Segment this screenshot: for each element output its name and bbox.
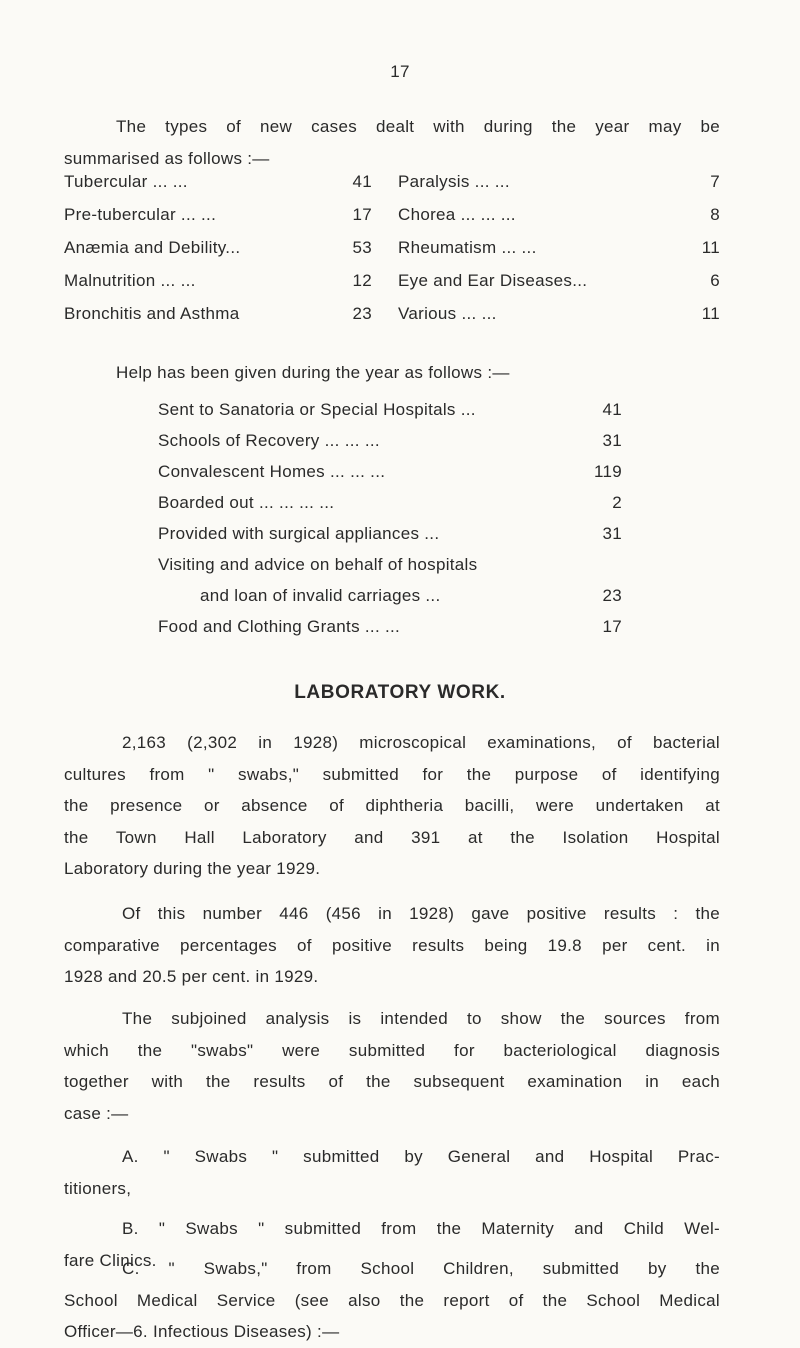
case-value: 6: [710, 271, 720, 290]
help-intro: Help has been given during the year as follows :—: [116, 363, 510, 382]
help-value: 2: [612, 493, 622, 512]
case-value: 8: [710, 205, 720, 224]
help-label: and loan of invalid carriages ...: [200, 586, 441, 605]
case-label: Chorea ... ... ...: [398, 205, 516, 224]
case-label: Malnutrition ... ...: [64, 271, 196, 290]
case-value: 17: [352, 205, 372, 224]
help-value: 119: [593, 462, 622, 481]
intro-paragraph: [64, 111, 720, 174]
case-label: Eye and Ear Diseases...: [398, 271, 588, 290]
case-value: 7: [710, 172, 720, 191]
paragraph-line: A. " Swabs " submitted by General and Hospital Prac-: [122, 1147, 720, 1166]
help-label: Sent to Sanatoria or Special Hospitals ...: [158, 400, 476, 419]
lab-paragraph-1: [64, 727, 720, 885]
paragraph-line: Of this number 446 (456 in 1928) gave positive results : the: [122, 904, 720, 923]
help-value: 17: [602, 617, 622, 636]
paragraph-line: titioners,: [64, 1178, 132, 1198]
lab-paragraph-2: [64, 898, 720, 993]
help-label: Visiting and advice on behalf of hospitals: [158, 555, 478, 574]
paragraph-line: the presence or absence of diphtheria bacilli, were undertaken at: [64, 796, 720, 815]
paragraph-line: fare Clinics.: [64, 1250, 157, 1270]
lab-paragraph-3: [64, 1003, 720, 1129]
help-label: Schools of Recovery ... ... ...: [158, 431, 380, 450]
paragraph-line: comparative percentages of positive results being 19.8 per cent. in: [64, 935, 720, 955]
help-label: Provided with surgical appliances ...: [158, 524, 440, 543]
case-label: Pre-tubercular ... ...: [64, 205, 217, 224]
case-label: Bronchitis and Asthma: [64, 304, 240, 323]
paragraph-line: B. " Swabs " submitted from the Maternity and Child Wel-: [122, 1219, 720, 1238]
case-label: Various ... ...: [398, 304, 497, 323]
help-label: Food and Clothing Grants ... ...: [158, 617, 401, 636]
case-label: Tubercular ... ...: [64, 172, 188, 191]
paragraph-line: Laboratory during the year 1929.: [64, 859, 321, 878]
help-value: 31: [602, 431, 622, 450]
help-value: 31: [602, 524, 622, 543]
paragraph-line: 1928 and 20.5 per cent. in 1929.: [64, 967, 319, 986]
case-value: 11: [701, 304, 720, 323]
case-label: Paralysis ... ...: [398, 172, 510, 191]
help-label: Convalescent Homes ... ... ...: [158, 462, 386, 481]
paragraph-line: case :—: [64, 1103, 129, 1123]
paragraph-line: Officer—6. Infectious Diseases) :—: [64, 1322, 340, 1341]
paragraph-line: School Medical Service (see also the report of the School Medical: [64, 1290, 720, 1310]
case-value: 53: [352, 238, 372, 257]
intro-line: The types of new cases dealt with during the year may be: [116, 117, 720, 136]
help-label: Boarded out ... ... ... ...: [158, 493, 335, 512]
paragraph-line: C. " Swabs," from School Children, submitted by the: [122, 1259, 720, 1278]
case-label: Rheumatism ... ...: [398, 238, 537, 257]
help-value: 41: [602, 400, 622, 419]
paragraph-line: the Town Hall Laboratory and 391 at the Isolation Hospital: [64, 827, 720, 847]
paragraph-line: 2,163 (2,302 in 1928) microscopical examinations, of bacterial: [122, 733, 720, 752]
intro-line: summarised as follows :—: [64, 148, 270, 168]
lab-paragraph-a: [64, 1141, 720, 1204]
paragraph-line: which the "swabs" were submitted for bacteriological diagnosis: [64, 1040, 720, 1060]
lab-paragraph-c: [64, 1253, 720, 1348]
case-value: 12: [352, 271, 372, 290]
page-number: 17: [390, 62, 410, 81]
help-value: 23: [602, 586, 622, 605]
paragraph-line: cultures from " swabs," submitted for the purpose of identifying: [64, 764, 720, 784]
paragraph-line: The subjoined analysis is intended to show the sources from: [122, 1009, 720, 1028]
paragraph-line: together with the results of the subsequent examination in each: [64, 1072, 720, 1091]
section-heading: LABORATORY WORK.: [294, 682, 506, 703]
case-label: Anæmia and Debility...: [64, 238, 241, 257]
case-value: 41: [352, 172, 372, 191]
case-value: 11: [701, 238, 720, 257]
case-value: 23: [352, 304, 372, 323]
